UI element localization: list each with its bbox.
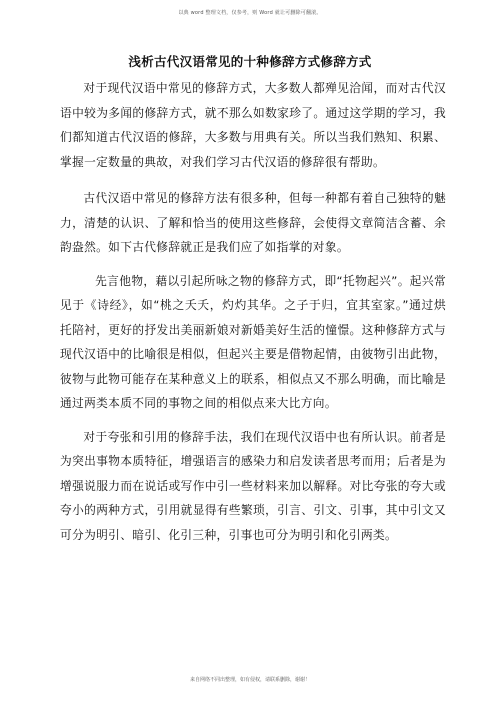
document-body: [60, 76, 446, 556]
paragraph-kuazhang-yinyong: 对于夸张和引用的修辞手法，我们在现代汉语中也有所认识。前者是为突出事物本质特征，增强语言的感染力和启发读者思考而用；后者是为增强说服力而在说话或写作中引一些材料来加以解释。对比夸张的夸大或夸小的两种方式，引用就显得有些繁琐，引言、引文、引事，其中引文又可分为明引、暗引、化引三种，引事也可分为明引和化引两类。: [60, 429, 446, 542]
paragraph-tuowu-qixing: 先言他物，藉以引起所咏之物的修辞方式，即“托物起兴”。起兴常见于《诗经》，如“桃之夭夭，灼灼其华。之子于归，宜其室家。”通过烘托陪衬，更好的抒发出美丽新娘对新婚美好生活的憧憬。这种修辞方式与现代汉语中的比喻很是相似，但起兴主要是借物起情，由彼物引出此物，彼物与此物可能存在某种意义上的联系，相似点又不那么明确，而比喻是通过两类本质不同的事物之间的相似点来大比方向。: [60, 273, 446, 410]
paragraph-intro: 对于现代汉语中常见的修辞方式，大多数人都殚见洽闻，而对古代汉语中较为多闻的修辞方式，就不那么如数家珍了。通过这学期的学习，我们都知道古代汉语的修辞，大多数与用典有关。所以当我们熟知、积累、掌握一定数量的典故，对我们学习古代汉语的修辞很有帮助。: [60, 81, 446, 169]
document-title: 浅析古代汉语常见的十种修辞方式修辞方式: [128, 54, 372, 69]
footer-note: 来自网络不同出整理，如有侵权，请联系删除，谢谢！: [189, 677, 310, 683]
paragraph-overview: 古代汉语中常见的修辞方法有很多种，但每一种都有着自己独特的魅力，清楚的认识、了解和恰当的使用这些修辞，会使得文章简洁含蓄、余韵盎然。如下古代修辞就正是我们应了如指掌的对象。: [60, 191, 446, 254]
header-note: 以典 word 整理文档，仅参考，则 Word 就让可删除可翻滚。: [178, 10, 322, 16]
